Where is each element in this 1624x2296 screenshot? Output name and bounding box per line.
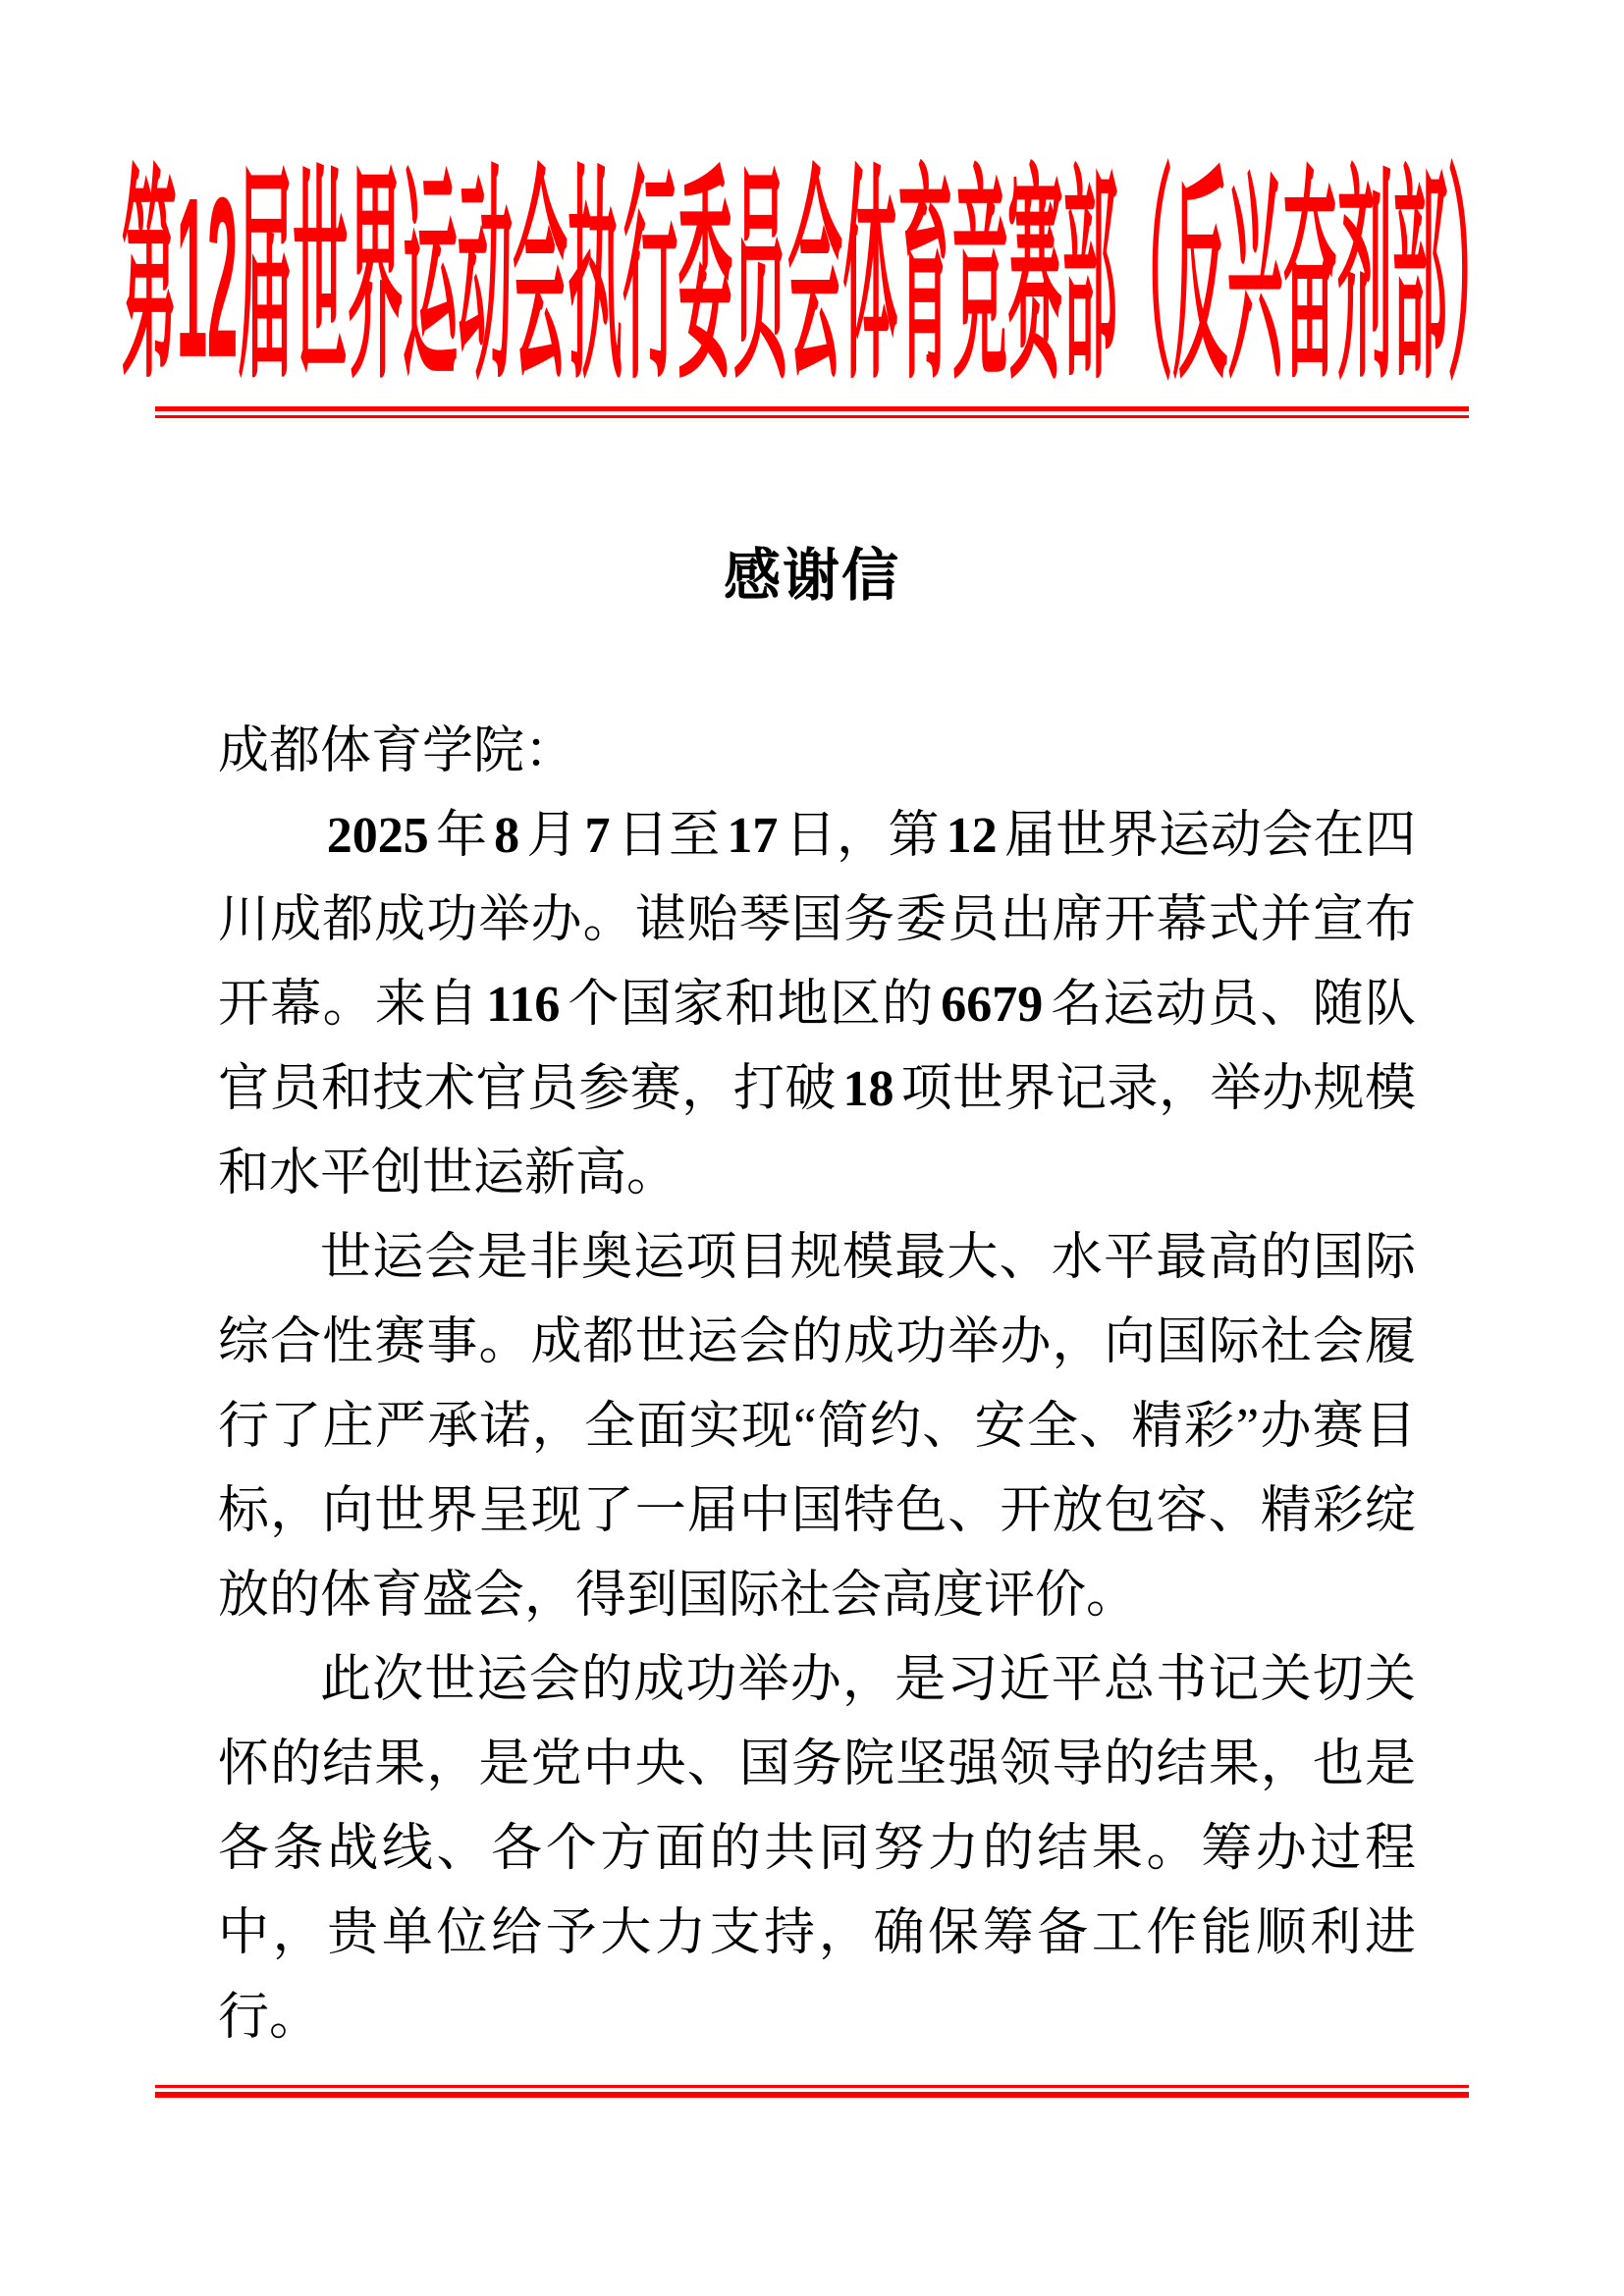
numeric-text: 2025: [326, 808, 429, 864]
letterhead-title: 第12届世界运动会执行委员会体育竞赛部（反兴奋剂部）: [121, 148, 1503, 405]
paragraph: 2025 年 8 月 7 日至 17 日，第 12 届世界运动会在四川成都成功举办。谌贻琴国务委员出席开幕式并宣布开幕。来自 116 个国家和地区的 6679 名运动员、随队官员和技术官员参赛，打破 18 项世界记录，举办规模和水平创世运新高。: [218, 808, 1416, 1201]
salutation: 成都体育学院：: [218, 723, 576, 779]
letterhead: [0, 148, 1624, 405]
paragraph: 世运会是非奥运项目规模最大、水平最高的国际综合性赛事。成都世运会的成功举办，向国际社会履行了庄严承诺，全面实现“简约、安全、精彩”办赛目标，向世界呈现了一届中国特色、开放包容、精彩绽放的体育盛会，得到国际社会高度评价。: [218, 1230, 1416, 1624]
numeric-text: 116: [486, 977, 561, 1033]
letter-body: [218, 710, 1416, 2060]
numeric-text: 6679: [941, 977, 1044, 1033]
divider-thick-line: [155, 2092, 1469, 2098]
numeric-text: 17: [727, 808, 779, 864]
letterhead-divider: [155, 406, 1469, 418]
letter-title: 感谢信: [723, 544, 900, 608]
divider-thin-line: [155, 415, 1469, 418]
numeric-text: 8: [494, 808, 520, 864]
numeric-text: 7: [584, 808, 611, 864]
numeric-text: 18: [842, 1061, 894, 1117]
paragraph: 此次世运会的成功举办，是习近平总书记关切关怀的结果，是党中央、国务院坚强领导的结果，也是各条战线、各个方面的共同努力的结果。筹办过程中，贵单位给予大力支持，确保筹备工作能顺利进行。: [218, 1652, 1416, 2046]
numeric-text: 12: [946, 808, 998, 864]
footer-divider: [155, 2085, 1469, 2098]
